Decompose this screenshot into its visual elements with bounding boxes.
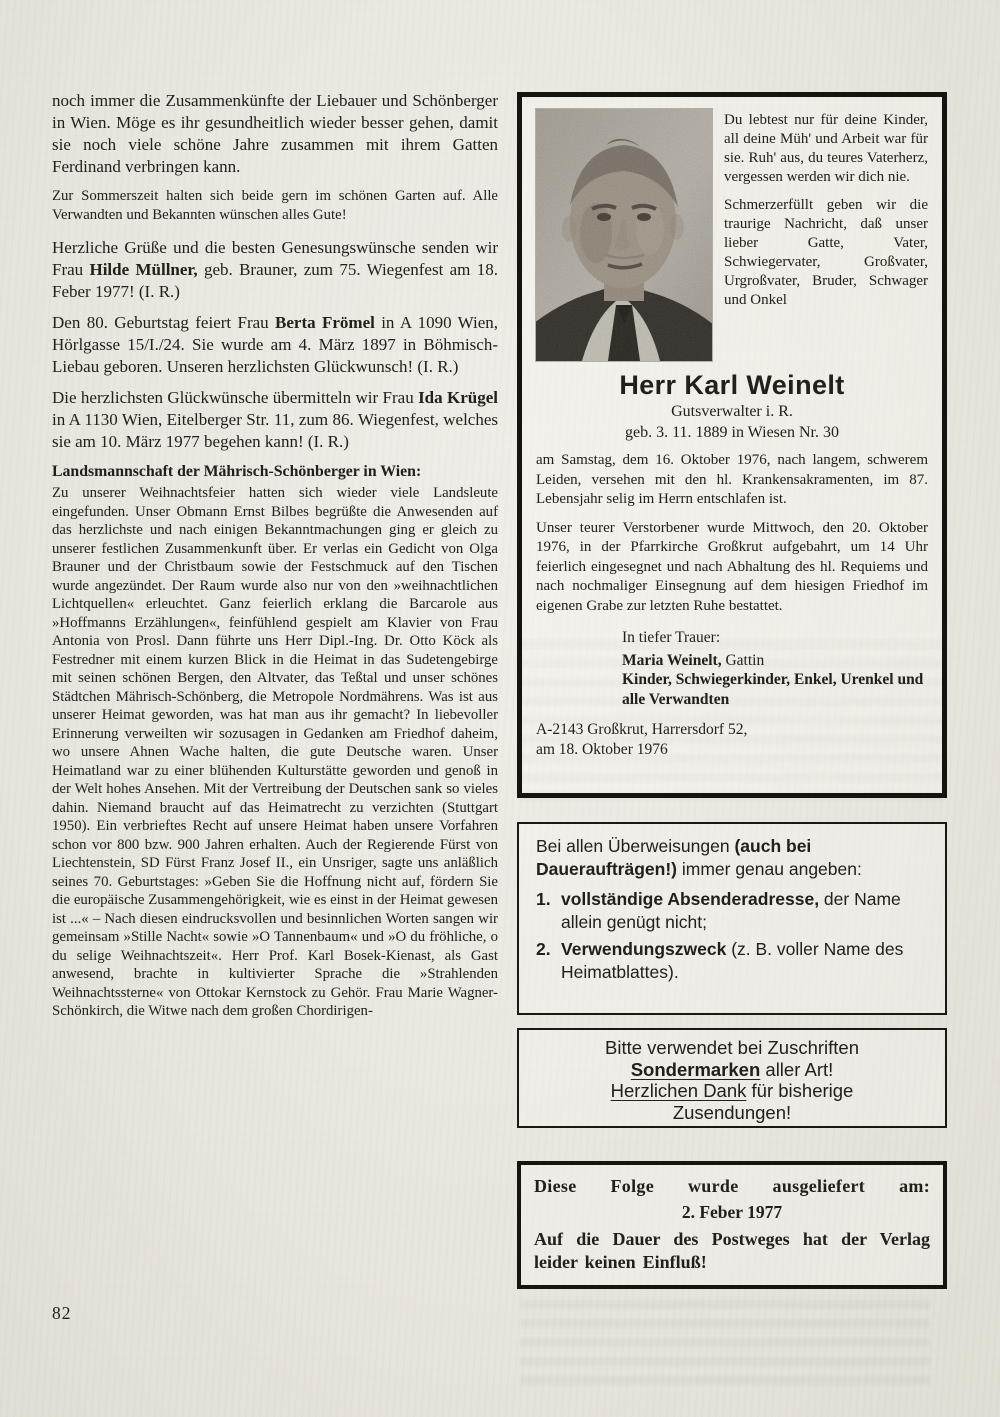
garden-note-paragraph: Zur Sommerszeit halten sich beide gern im schönen Garten auf. Alle Verwandten und Bekannten wünschen alles Gute! — [52, 188, 498, 223]
mourning-label: In tiefer Trauer: — [622, 629, 721, 646]
birthday-notice-froemel: Den 80. Geburtstag feiert Frau Berta Frömel in A 1090 Wien, Hörlgasse 15/I./24. Sie wurde am 4. März 1897 in Böhmisch-Liebau geboren. Unseren herzlichsten Glückwunsch! (I. R.) — [52, 313, 499, 377]
obituary-box — [517, 92, 947, 798]
obituary-date: am 18. Oktober 1976 — [536, 740, 668, 758]
delivery-line: Diese Folge wurde ausgeliefert am: — [534, 1176, 930, 1196]
birthday-notice-muellner: Herzliche Grüße und die besten Genesungswünsche senden wir Frau Hilde Müllner, geb. Brauner, zum 75. Wiegenfest am 18. Feber 1977! (I. R.) — [52, 238, 498, 302]
birthday-notice-kruegel: Die herzlichsten Glückwünsche übermitteln wir Frau Ida Krügel in A 1130 Wien, Eitelberger Str. 11, zum 86. Wiegenfest, welches sie am 10. März 1977 begehen kann! (I. R.) — [52, 388, 498, 452]
obituary-address: A-2143 Großkrut, Harrersdorf 52, — [536, 721, 748, 738]
burial-paragraph: Unser teurer Verstorbener wurde Mittwoch, den 20. Oktober 1976, in der Pfarrkirche Großkrut aufgebahrt, um 14 Uhr feierlich eingesegnet und nach Abhaltung des hl. Requiems und nach nochmaliger Einsegnung auf dem hiesigen Friedhof im eigenen Grabe zur letzten Ruhe bestattet. — [536, 519, 928, 614]
delivery-notice-box — [517, 1161, 947, 1289]
transfer-notice-box — [517, 822, 947, 1015]
obituary-verse: Du lebtest nur für deine Kinder, all deine Müh' und Arbeit war für sie. Ruh' aus, du teures Vaterherz, vergessen werden wir dich nie. — [724, 112, 928, 185]
page-number: 82 — [52, 1303, 72, 1323]
stamps-line: Bitte verwendet bei Zuschriften — [605, 1037, 859, 1058]
death-paragraph: am Samstag, dem 16. Oktober 1976, nach langem, schwerem Leiden, versehen mit den hl. Krankensakramenten, im 87. Lebensjahr selig im Herrn entschlafen ist. — [536, 452, 928, 507]
deceased-title: Gutsverwalter i. R. — [671, 403, 793, 420]
list-number: 1. — [536, 889, 551, 909]
deceased-name: Herr Karl Weinelt — [619, 370, 845, 400]
portrait-photo — [536, 109, 712, 361]
christmas-report-paragraph: Zu unserer Weihnachtsfeier hatten sich wieder viele Landsleute eingefunden. Unser Obmann Ernst Bilbes begrüßte die Anwesenden auf das herzlichste und nach einigen Bekanntmachungen ging er gleich zu unserer festlichen Zusammenkunft über. Er verlas ein Gedicht von Olga Brauner und der Christbaum sowie der Festschmuck auf den Tischen wurde angezündet. Der Raum wurde also nur von den »weihnachtlichen Lichtquellen« erleuchtet. Ganz feierlich erklang die Barcarole aus »Hoffmanns Erzählungen«, feinfühlend gespielt am Klavier von Frau Antonia von Prosl. Dann führte uns Herr Dipl.-Ing. Dr. Otto Köck als Festredner mit einem kurzen Blick in die Heimat in das Sudetengebirge mit seinen schönen Bergen, den Altvater, das Teßtal und unser schönes Städtchen Mährisch-Schönberg, die Metropole Nordmährens. Was ist aus unserer Heimat geworden, was hat man aus ihr gemacht? In liebevoller Erinnerung verweilten wir sozusagen in Gedanken am Friedhof daheim, wo unsere Ahnen Wache halten, die gute Deutsche waren. Unser Heimatland war zu einer blühenden Kulturstätte geworden und genoß in der Welt hohes Ansehen. Mit der Vertreibung der Deutschen sank so vieles dahin. Niemand braucht auf das Heimatrecht zu verzichten (Stuttgart 1950). Ein verbrieftes Recht auf unsere Heimat haben unsere Vorfahren schon vor 800 bzw. 900 Jahren erhalten. Auch der Regierende Fürst von Liechtenstein, SD Fürst Franz Josef II., ein Unsriger, sagte uns anläßlich seines 70. Geburtstages: »Geben Sie die Hoffnung nicht auf, fördern Sie die europäische Zusammengehörigkeit, wie es einst in der Heimat gewesen ist ...« – Nach diesen eindrucksvollen und besinnlichen Worten sangen wir gemeinsam »Stille Nacht« sowie »O Tannenbaum« und »O du fröhliche, o du selige Weihnachtszeit«. Herr Prof. Karl Bosek-Kienast, als Gast anwesend, brachte in kultivierter Sprache die »Strahlenden Weihnachtssterne« von Ottokar Kernstock zu Gehör. Frau Marie Wagner-Schönkirch, die Witwe nach dem großen Chordirigen- — [52, 485, 498, 1020]
left-text-column — [52, 90, 498, 1021]
continuation-paragraph: noch immer die Zusammenkünfte der Liebauer und Schönberger in Wien. Möge es ihr gesundheitlich wieder besser gehen, damit sie noch viele schöne Jahre zusammen mit ihrem Gatten Ferdinand verbringen kann. — [52, 91, 498, 176]
stamps-notice-box — [517, 1028, 947, 1128]
elderly-man-portrait-photo-icon — [536, 109, 712, 361]
list-number: 2. — [536, 939, 551, 959]
bleed-through-artifact — [520, 1300, 930, 1390]
obituary-announcement: Schmerzerfüllt geben wir die traurige Nachricht, daß unser lieber Gatte, Vater, Schwiegervater, Großvater, Urgroßvater, Bruder, Schwager und Onkel — [724, 197, 928, 308]
stamps-line: Zusendungen! — [672, 1101, 792, 1123]
obituary-intro-text — [724, 109, 928, 361]
stamps-line: Sondermarken aller Art! — [630, 1058, 834, 1080]
delivery-date: 2. Feber 1977 — [681, 1202, 783, 1222]
mourner-line: Kinder, Schwiegerkinder, Enkel, Urenkel und alle Verwandten — [622, 671, 924, 708]
delivery-disclaimer: Auf die Dauer des Postweges hat der Verlag leider keinen Einfluß! — [534, 1229, 930, 1272]
obituary-top-row — [536, 109, 928, 361]
stamps-line: Herzlichen Dank für bisherige — [610, 1080, 854, 1101]
right-column — [517, 92, 947, 1289]
transfer-item-1 — [536, 888, 929, 933]
transfer-item-2 — [536, 938, 929, 983]
mourner-line: Maria Weinelt, Gattin — [622, 651, 765, 669]
section-heading-landsmannschaft: Landsmannschaft der Mährisch-Schönberger in Wien: — [52, 463, 422, 481]
deceased-birth-line: geb. 3. 11. 1889 in Wiesen Nr. 30 — [625, 424, 839, 441]
transfer-item-text: vollständige Absenderadresse, der Name allein genügt nicht; — [561, 889, 901, 932]
transfer-item-text: Verwendungszweck (z. B. voller Name des Heimatblattes). — [561, 939, 904, 982]
transfer-intro: Bei allen Überweisungen (auch bei Daueraufträgen!) immer genau angeben: — [536, 836, 862, 879]
